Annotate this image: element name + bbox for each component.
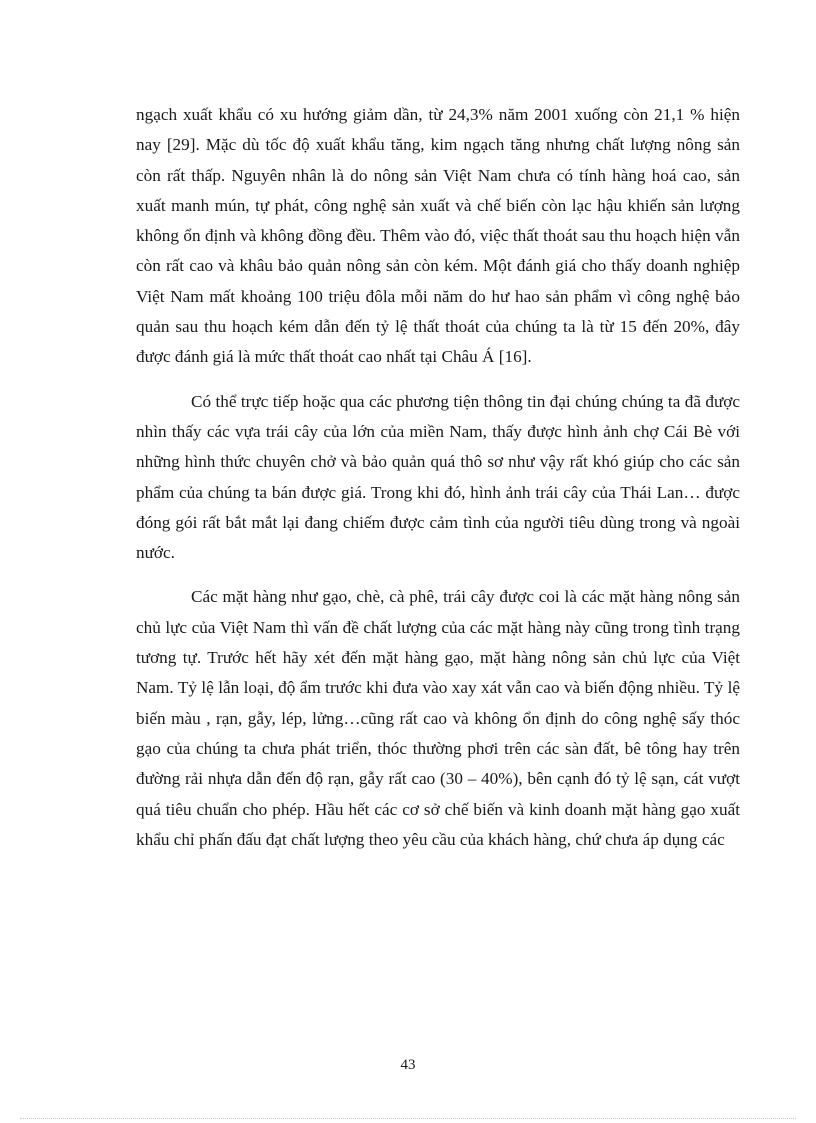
body-text: [136, 100, 740, 855]
page-number: 43: [400, 1057, 416, 1073]
page-bottom-divider: [20, 1118, 796, 1119]
paragraph-3: Các mặt hàng như gạo, chè, cà phê, trái cây được coi là các mặt hàng nông sản chủ lực của Việt Nam thì vấn đề chất lượng của các mặt hàng này cũng trong tình trạng tương tự. Trước hết hãy xét đến mặt hàng gạo, mặt hàng nông sản chủ lực của Việt Nam. Tỷ lệ lẫn loại, độ ẩm trước khi đưa vào xay xát vẫn cao và biến động nhiều. Tỷ lệ biến màu , rạn, gẫy, lép, lửng…cũng rất cao và không ổn định do công nghệ sấy thóc gạo của chúng ta chưa phát triển, thóc thường phơi trên các sàn đất, bê tông hay trên đường rải nhựa dẫn đến độ rạn, gẫy rất cao (30 – 40%), bên cạnh đó tỷ lệ sạn, cát vượt quá tiêu chuẩn cho phép. Hầu hết các cơ sở chế biến và kinh doanh mặt hàng gạo xuất khẩu chỉ phấn đấu đạt chất lượng theo yêu cầu của khách hàng, chứ chưa áp dụng các: [136, 587, 740, 849]
paragraph-2: Có thể trực tiếp hoặc qua các phương tiện thông tin đại chúng chúng ta đã được nhìn thấy các vựa trái cây của lớn của miền Nam, thấy được hình ảnh chợ Cái Bè với những hình thức chuyên chở và bảo quản quá thô sơ như vậy rất khó giúp cho các sản phẩm của chúng ta bán được giá. Trong khi đó, hình ảnh trái cây của Thái Lan… được đóng gói rất bắt mắt lại đang chiếm được cảm tình của người tiêu dùng trong và ngoài nước.: [136, 391, 740, 563]
paragraph-1: ngạch xuất khẩu có xu hướng giảm dần, từ 24,3% năm 2001 xuống còn 21,1 % hiện nay [29]. Mặc dù tốc độ xuất khẩu tăng, kim ngạch tăng nhưng chất lượng nông sản còn rất thấp. Nguyên nhân là do nông sản Việt Nam chưa có tính hàng hoá cao, sản xuất manh mún, tự phát, công nghệ sản xuất và chế biến còn lạc hậu khiến sản lượng không ổn định và không đồng đều. Thêm vào đó, việc thất thoát sau thu hoạch hiện vẫn còn rất cao và khâu bảo quản nông sản còn kém. Một đánh giá cho thấy doanh nghiệp Việt Nam mất khoảng 100 triệu đôla mỗi năm do hư hao sản phẩm vì công nghệ bảo quản sau thu hoạch kém dẫn đến tỷ lệ thất thoát của chúng ta là từ 15 đến 20%, đây được đánh giá là mức thất thoát cao nhất tại Châu Á [16].: [136, 105, 740, 367]
